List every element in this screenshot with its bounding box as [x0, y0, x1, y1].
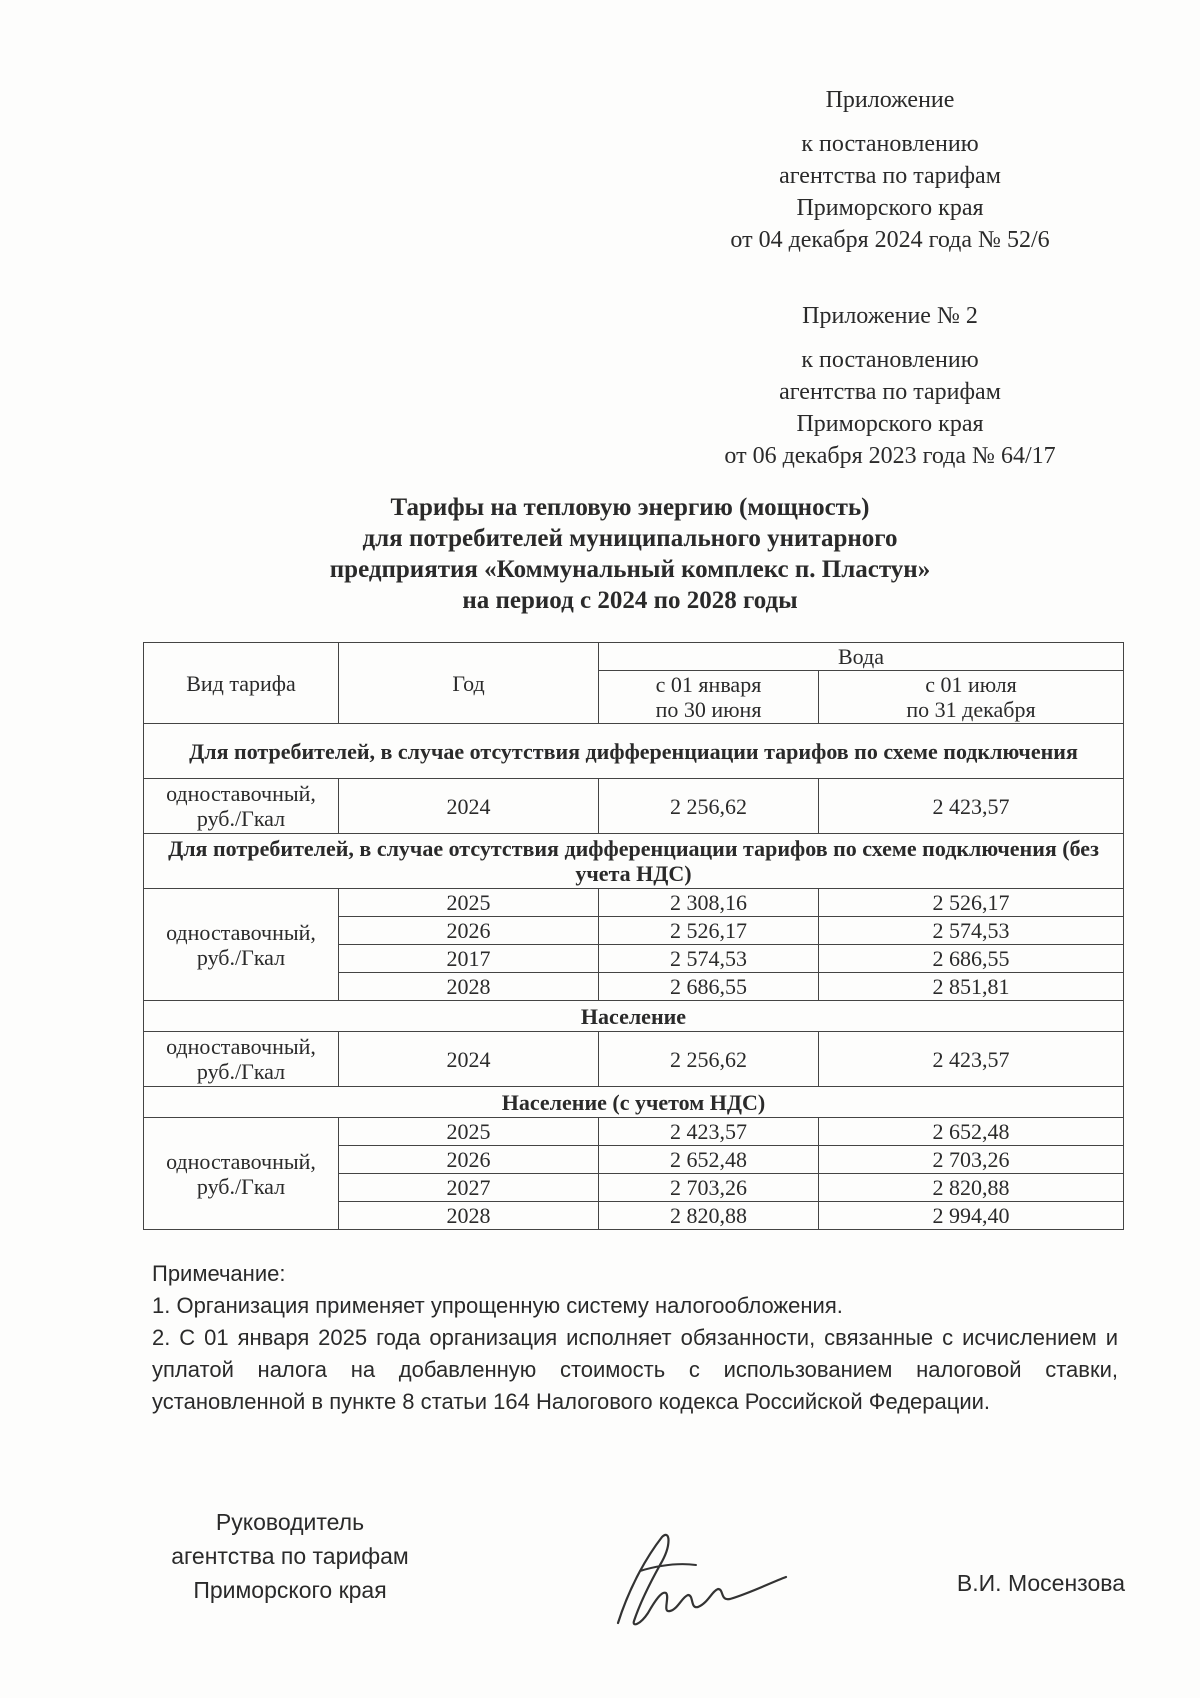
appendix-line: Приморского края [796, 411, 984, 437]
group-row [144, 834, 1124, 889]
header-water: Вода [599, 643, 1124, 671]
year-cell: 2028 [339, 1202, 599, 1230]
value-cell: 2 423,57 [819, 779, 1124, 834]
year-cell: 2026 [339, 1146, 599, 1174]
value-cell: 2 994,40 [819, 1202, 1124, 1230]
header-period-2 [819, 671, 1124, 724]
value-cell: 2 686,55 [599, 973, 819, 1001]
value-cell: 2 256,62 [599, 779, 819, 834]
value-cell: 2 526,17 [819, 889, 1124, 917]
value-cell: 2 820,88 [819, 1174, 1124, 1202]
table-row [144, 1118, 1124, 1146]
tariff-type-cell: одноставочный, руб./Гкал [144, 779, 339, 834]
group-title: Для потребителей, в случае отсутствия дифференциации тарифов по схеме подключения (без учета НДС) [144, 834, 1124, 889]
tariff-type-cell: одноставочный, руб./Гкал [144, 1118, 339, 1230]
value-cell: 2 256,62 [599, 1032, 819, 1087]
value-cell: 2 526,17 [599, 917, 819, 945]
value-cell: 2 703,26 [599, 1174, 819, 1202]
document-title [140, 492, 1120, 616]
value-cell: 2 851,81 [819, 973, 1124, 1001]
appendix-line: агентства по тарифам [779, 163, 1001, 189]
title-line: на период с 2024 по 2028 годы [462, 587, 798, 614]
header-tariff-type: Вид тарифа [144, 643, 339, 724]
year-cell: 2025 [339, 889, 599, 917]
signatory-name: В.И. Мосензова [956, 1570, 1125, 1596]
notes-label: Примечание: [152, 1261, 286, 1286]
appendix-line: от 04 декабря 2024 года № 52/6 [730, 227, 1050, 253]
appendix-line: к постановлению [801, 131, 979, 157]
appendix-line: Приморского края [796, 195, 984, 221]
value-cell: 2 423,57 [599, 1118, 819, 1146]
signatory-line: агентства по тарифам [171, 1543, 409, 1569]
title-line: для потребителей муниципального унитарного [362, 525, 898, 552]
appendix-line: от 06 декабря 2023 года № 64/17 [724, 443, 1056, 469]
value-cell: 2 820,88 [599, 1202, 819, 1230]
year-cell: 2024 [339, 779, 599, 834]
header-row [144, 643, 1124, 671]
value-cell: 2 574,53 [599, 945, 819, 973]
signatory-line: Руководитель [215, 1509, 365, 1535]
note-item: 2. С 01 января 2025 года организация исполняет обязанности, связанные с исчислением и уплатой налога на добавленную стоимость с использованием налоговой ставки, установленной в пункте 8 статьи 164 Налогового кодекса Российской Федерации. [152, 1325, 1118, 1414]
table-row [144, 779, 1124, 834]
appendix-line: к постановлению [801, 347, 979, 373]
tariff-table [143, 642, 1124, 1230]
appendix-line: агентства по тарифам [779, 379, 1001, 405]
header-period-line: с 01 января [655, 672, 762, 697]
year-cell: 2024 [339, 1032, 599, 1087]
handwritten-signature [600, 1525, 790, 1635]
tariff-type-cell: одноставочный, руб./Гкал [144, 889, 339, 1001]
tariff-type-cell: одноставочный, руб./Гкал [144, 1032, 339, 1087]
appendix-header-1 [660, 84, 1120, 256]
header-period-line: по 31 декабря [906, 697, 1036, 722]
header-period-line: с 01 июля [925, 672, 1017, 697]
group-title: Для потребителей, в случае отсутствия дифференциации тарифов по схеме подключения [144, 724, 1124, 779]
year-cell: 2028 [339, 973, 599, 1001]
group-row [144, 724, 1124, 779]
group-title: Население (с учетом НДС) [144, 1087, 1124, 1118]
value-cell: 2 423,57 [819, 1032, 1124, 1087]
value-cell: 2 652,48 [599, 1146, 819, 1174]
table-row [144, 1032, 1124, 1087]
notes-section [152, 1258, 1118, 1418]
header-period-line: по 30 июня [655, 697, 762, 722]
group-row [144, 1087, 1124, 1118]
value-cell: 2 574,53 [819, 917, 1124, 945]
header-period-1 [599, 671, 819, 724]
title-line: Тарифы на тепловую энергию (мощность) [390, 494, 870, 521]
value-cell: 2 686,55 [819, 945, 1124, 973]
note-item: 1. Организация применяет упрощенную систему налогообложения. [152, 1293, 843, 1318]
group-row [144, 1001, 1124, 1032]
appendix-title: Приложение [825, 87, 955, 113]
appendix-header-2 [660, 300, 1120, 472]
year-cell: 2026 [339, 917, 599, 945]
header-year: Год [339, 643, 599, 724]
year-cell: 2025 [339, 1118, 599, 1146]
year-cell: 2017 [339, 945, 599, 973]
value-cell: 2 308,16 [599, 889, 819, 917]
table-row [144, 889, 1124, 917]
value-cell: 2 652,48 [819, 1118, 1124, 1146]
group-title: Население [144, 1001, 1124, 1032]
value-cell: 2 703,26 [819, 1146, 1124, 1174]
year-cell: 2027 [339, 1174, 599, 1202]
title-line: предприятия «Коммунальный комплекс п. Пластун» [329, 556, 931, 583]
signatory-position [150, 1505, 430, 1607]
appendix-title: Приложение № 2 [802, 303, 978, 329]
signatory-line: Приморского края [193, 1577, 387, 1603]
